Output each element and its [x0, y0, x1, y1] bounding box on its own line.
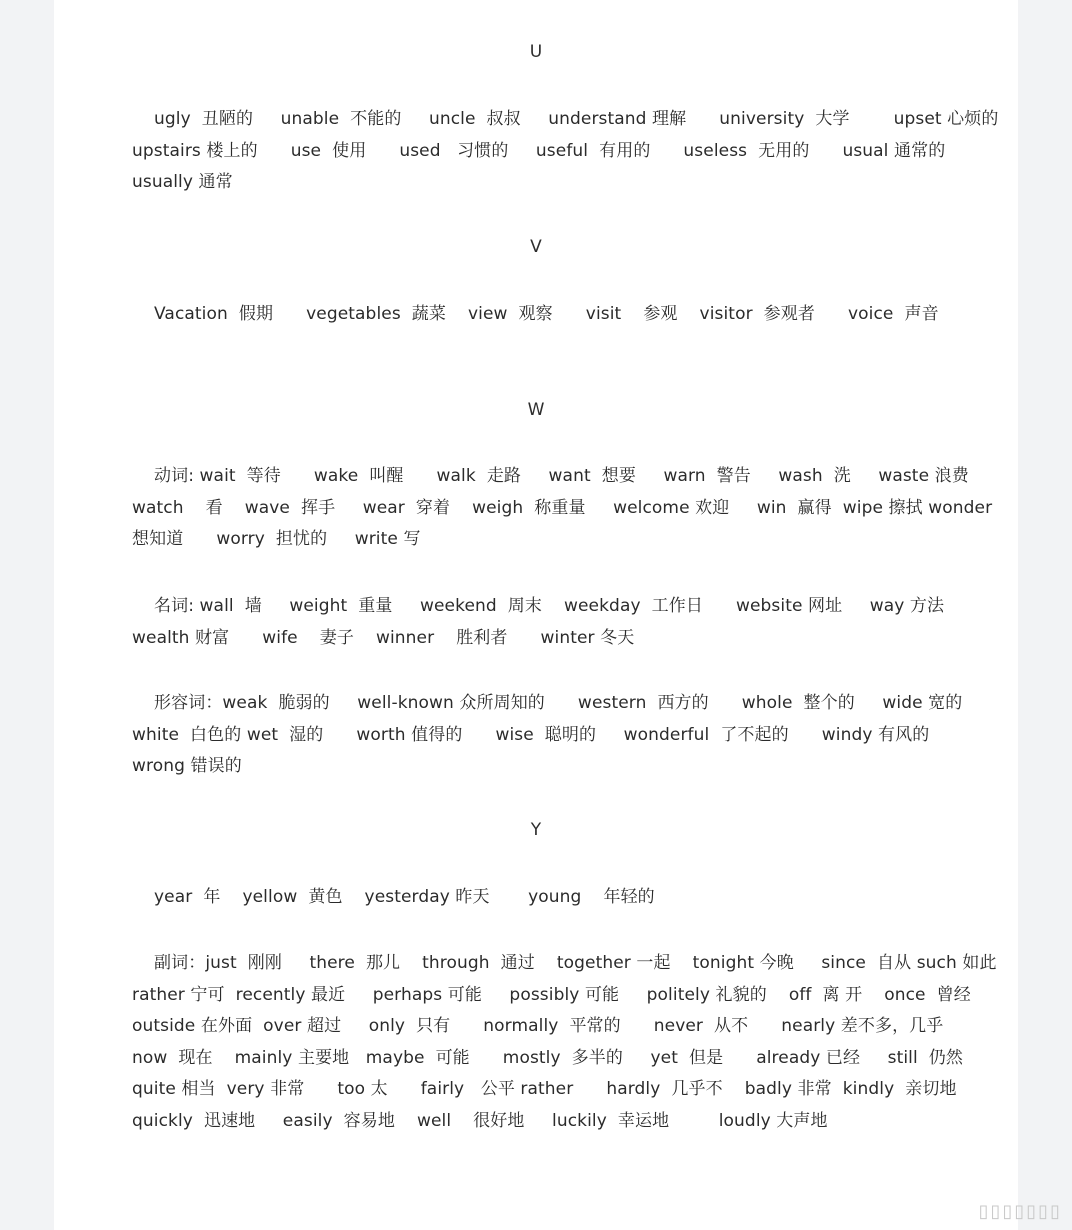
section-letter-y: Y — [530, 820, 542, 840]
watermark-logo: ▯▯▯▯▯▯▯ — [978, 1201, 1062, 1222]
section-letter-v: V — [530, 237, 542, 257]
paragraph-w-adjectives: 形容词：weak 脆弱的 well-known 众所周知的 western 西方的 whole 整个的 wide 宽的 white 白色的 wet 湿的 worth 值得的 wise 聪明的 wonderful 了不起的 windy 有风的 wrong 错误的 — [132, 693, 968, 777]
section-letter-u: U — [529, 42, 543, 62]
paragraph-w-nouns: 名词: wall 墙 weight 重量 weekend 周末 weekday 工作日 website 网址 way 方法 wealth 财富 wife 妻子 winner 胜利者 winter 冬天 — [132, 596, 956, 648]
paragraph-y-words: year 年 yellow 黄色 yesterday 昨天 young 年轻的 — [132, 887, 655, 907]
section-letter-w: W — [527, 400, 545, 420]
cropped-top-text — [434, 0, 764, 6]
paragraph-v-words: Vacation 假期 vegetables 蔬菜 view 观察 visit 参观 visitor 参观者 voice 声音 — [132, 304, 939, 324]
paragraph-u-words: ugly 丑陋的 unable 不能的 uncle 叔叔 understand 理解 university 大学 upset 心烦的 upstairs 楼上的 use 使用 used 习惯的 useful 有用的 useless 无用的 usual 通常的 usually 通常 — [132, 109, 1010, 193]
document-page — [54, 0, 1018, 1230]
paragraph-y-adverbs: 副词：just 刚刚 there 那儿 through 通过 together 一起 tonight 今晚 since 自从 such 如此 rather 宁可 recently 最近 perhaps 可能 possibly 可能 politely 礼貌的 off 离 开 once 曾经 outside 在外面 over 超过 only 只有 normally 平常的 never 从不 nearly 差不多，几乎 now 现在 mainly 主要地 maybe 可能 mostly 多半的 yet 但是 already 已经 still 仍然 quite 相当 very 非常 too 太 fairly 公平 rather hardly 几乎不 badly 非常 kindly 亲切地 quickly 迅速地 easily 容易地 well 很好地 luckily 幸运地 loudly 大声地 — [132, 953, 1008, 1131]
paragraph-w-verbs: 动词: wait 等待 wake 叫醒 walk 走路 want 想要 warn 警告 wash 洗 waste 浪费 watch 看 wave 挥手 wear 穿着 weigh 称重量 welcome 欢迎 win 赢得 wipe 擦拭 wonder 想知道 worry 担忧的 write 写 — [132, 466, 998, 550]
